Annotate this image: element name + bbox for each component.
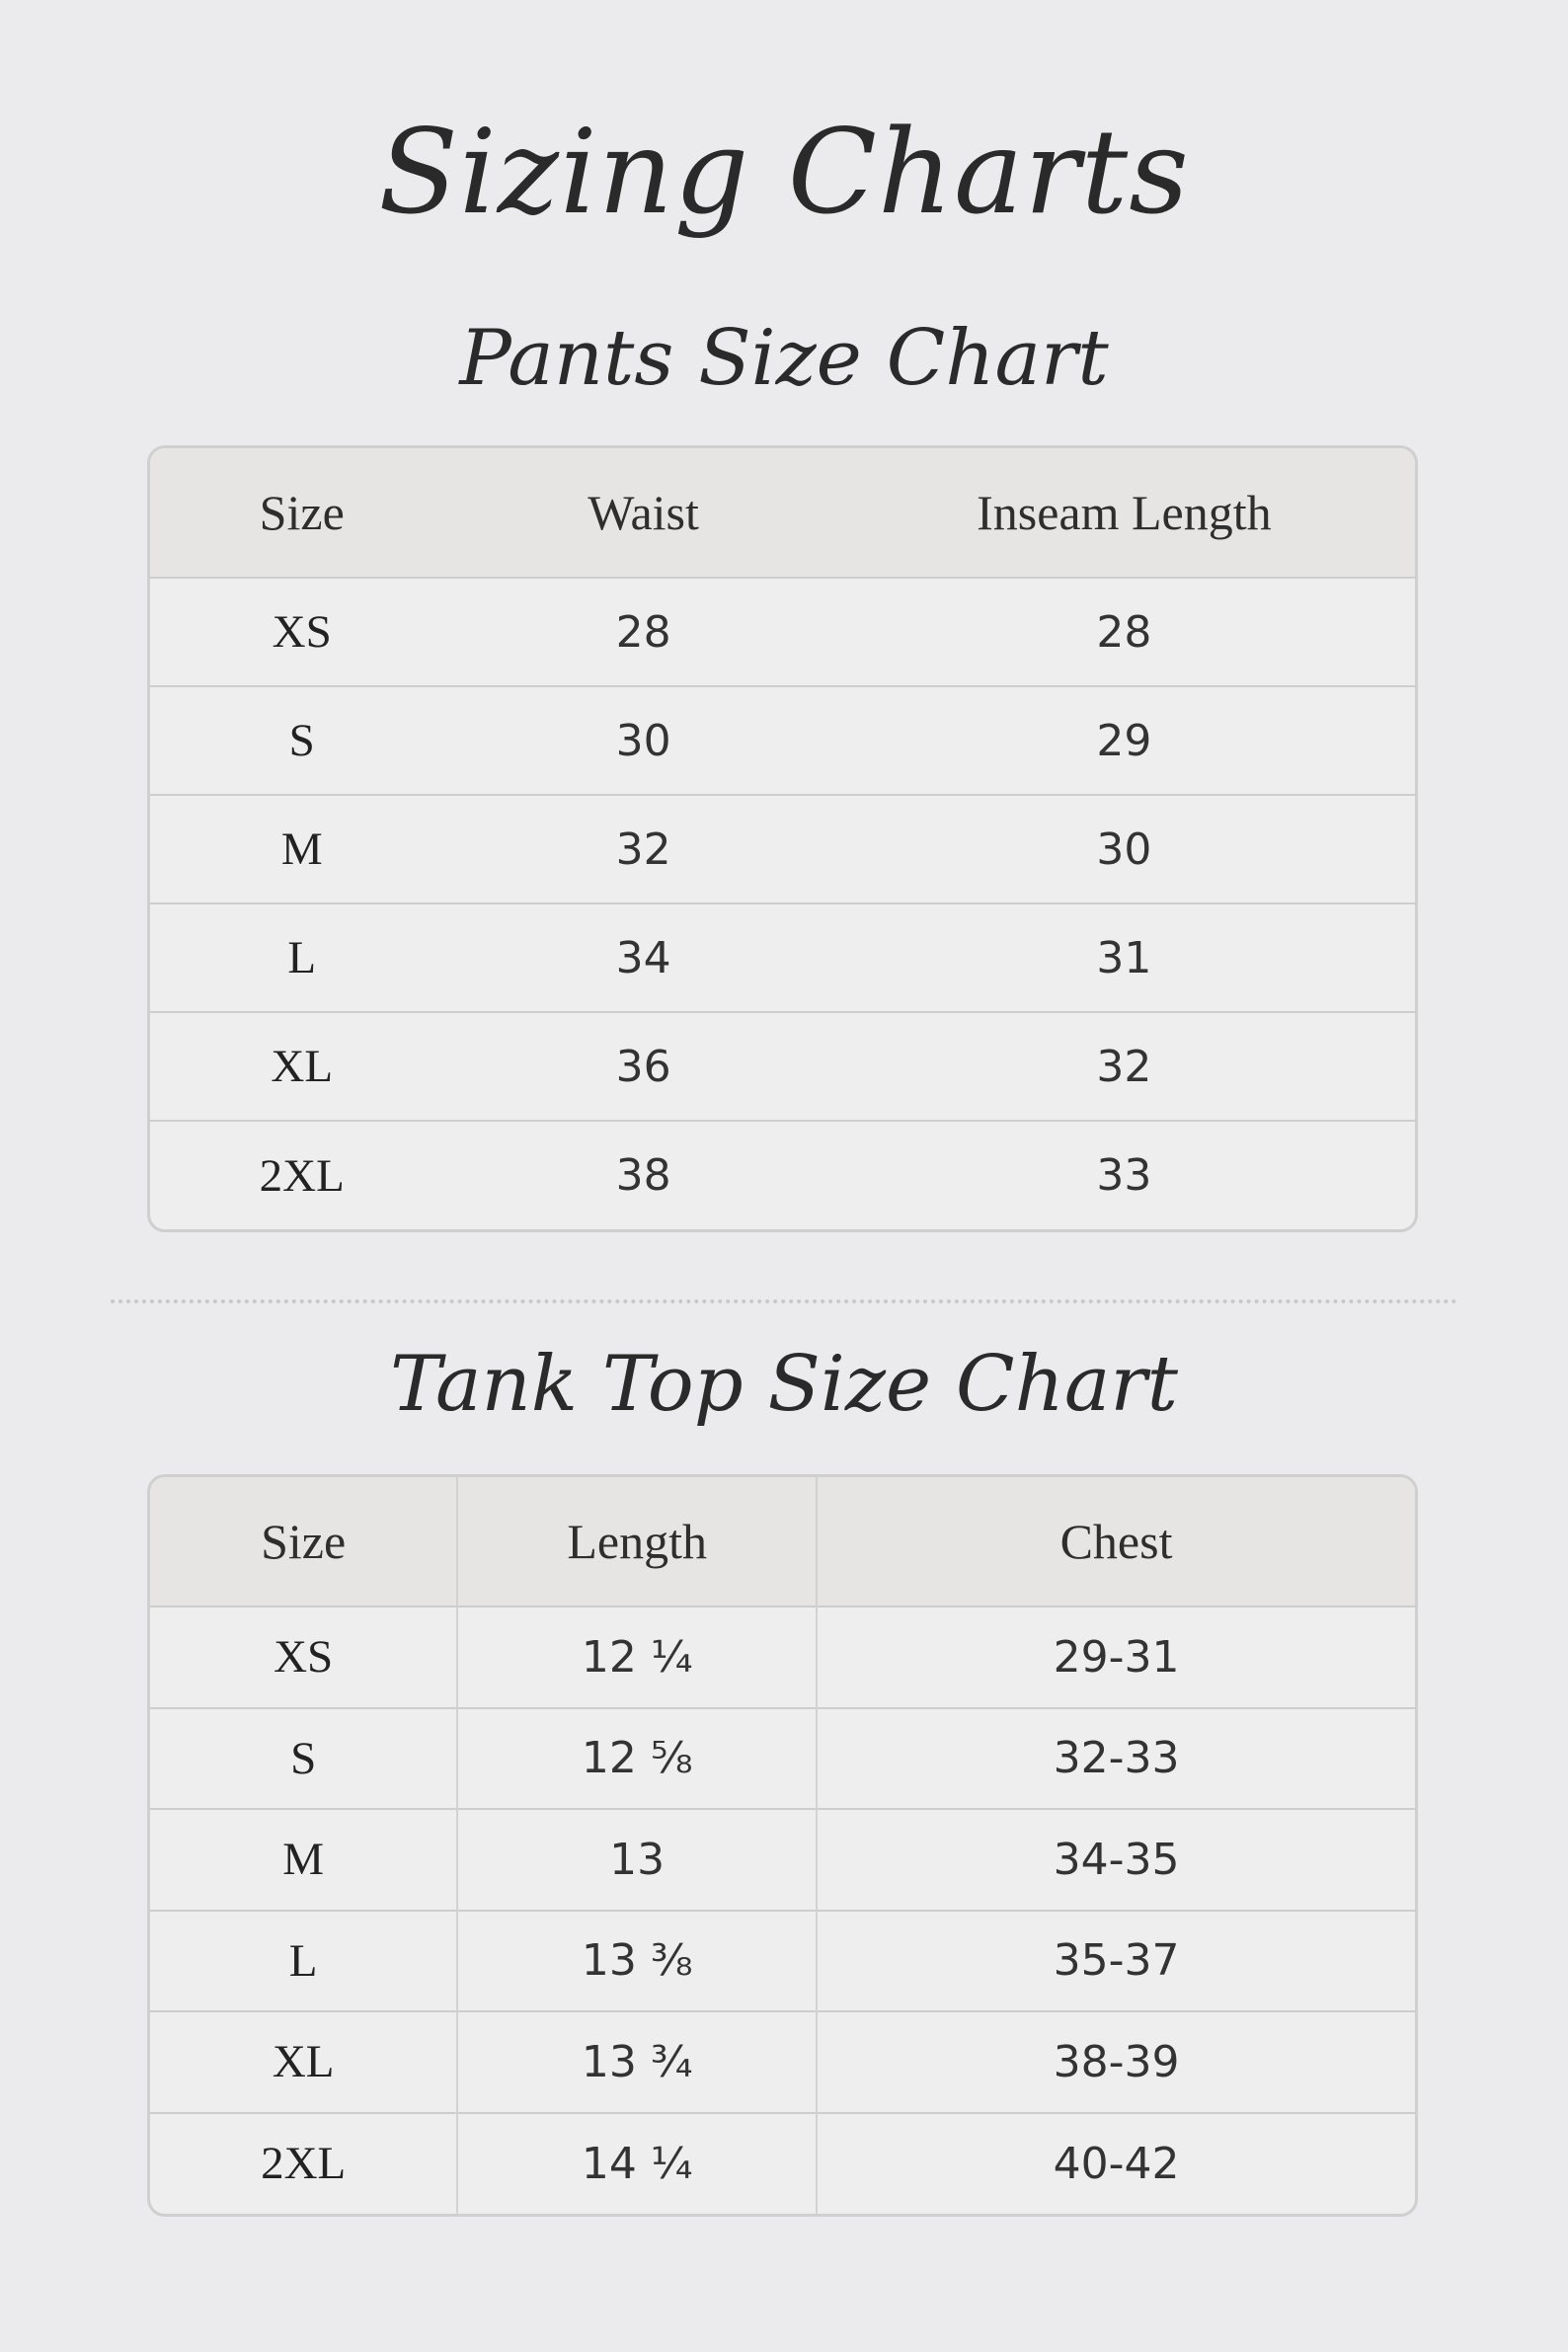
column-header-waist: Waist (588, 485, 699, 540)
inseam-cell: 33 (1096, 1150, 1152, 1201)
table-row (150, 686, 1415, 795)
size-cell: XL (271, 1041, 334, 1092)
length-cell: 14 ¼ (457, 2113, 817, 2215)
chest-cell: 35-37 (817, 1911, 1415, 2012)
chest-cell: 34-35 (817, 1809, 1415, 1911)
size-cell: XS (274, 1631, 334, 1684)
section-divider (111, 1299, 1457, 1303)
column-header-size: Size (261, 1514, 347, 1569)
table-row (150, 1809, 1415, 1911)
chest-cell: 40-42 (817, 2113, 1415, 2215)
chest-cell: 32-33 (817, 1708, 1415, 1810)
size-cell: 2XL (259, 1149, 345, 1202)
inseam-cell: 31 (1096, 932, 1152, 983)
length-cell: 13 (457, 1809, 817, 1911)
size-cell: 2XL (261, 2138, 347, 2190)
table-row (150, 1607, 1415, 1708)
waist-cell: 28 (615, 606, 671, 658)
table-row (150, 2113, 1415, 2215)
column-header-length: Length (457, 1477, 817, 1607)
waist-cell: 34 (615, 932, 671, 983)
column-header-chest: Chest (817, 1477, 1415, 1607)
inseam-cell: 32 (1096, 1041, 1152, 1092)
waist-cell: 32 (615, 823, 671, 875)
page-title: Sizing Charts (378, 104, 1190, 240)
table-row (150, 578, 1415, 686)
size-cell: S (288, 715, 315, 766)
size-cell: L (287, 932, 317, 983)
table-header-row (150, 1477, 1415, 1607)
column-header-size: Size (259, 485, 345, 540)
waist-cell: 30 (615, 715, 671, 766)
table-row (150, 795, 1415, 903)
table-row (150, 1012, 1415, 1121)
chest-cell: 38-39 (817, 2011, 1415, 2113)
size-cell: XL (272, 2036, 335, 2088)
waist-cell: 36 (615, 1041, 671, 1092)
inseam-cell: 30 (1096, 823, 1152, 875)
inseam-cell: 29 (1096, 715, 1152, 766)
table-header-row (150, 448, 1415, 578)
waist-cell: 38 (615, 1150, 671, 1201)
table-row (150, 2011, 1415, 2113)
pants-size-table (147, 445, 1418, 1232)
size-cell: M (282, 1834, 325, 1886)
length-cell: 13 ¾ (457, 2011, 817, 2113)
size-cell: S (290, 1732, 317, 1784)
size-cell: XS (272, 606, 332, 658)
chest-cell: 29-31 (817, 1607, 1415, 1708)
table-row (150, 1708, 1415, 1810)
inseam-cell: 28 (1096, 606, 1152, 658)
pants-chart-title: Pants Size Chart (459, 314, 1109, 403)
tank-top-chart-title: Tank Top Size Chart (390, 1340, 1178, 1429)
length-cell: 13 ⅜ (457, 1911, 817, 2012)
table-row (150, 1121, 1415, 1229)
length-cell: 12 ⅝ (457, 1708, 817, 1810)
column-header-inseam-length: Inseam Length (977, 485, 1272, 540)
length-cell: 12 ¼ (457, 1607, 817, 1708)
table-row (150, 903, 1415, 1012)
size-cell: M (280, 823, 323, 875)
tank-top-size-table (147, 1474, 1418, 2217)
table-row (150, 1911, 1415, 2012)
size-cell: L (288, 1934, 318, 1987)
